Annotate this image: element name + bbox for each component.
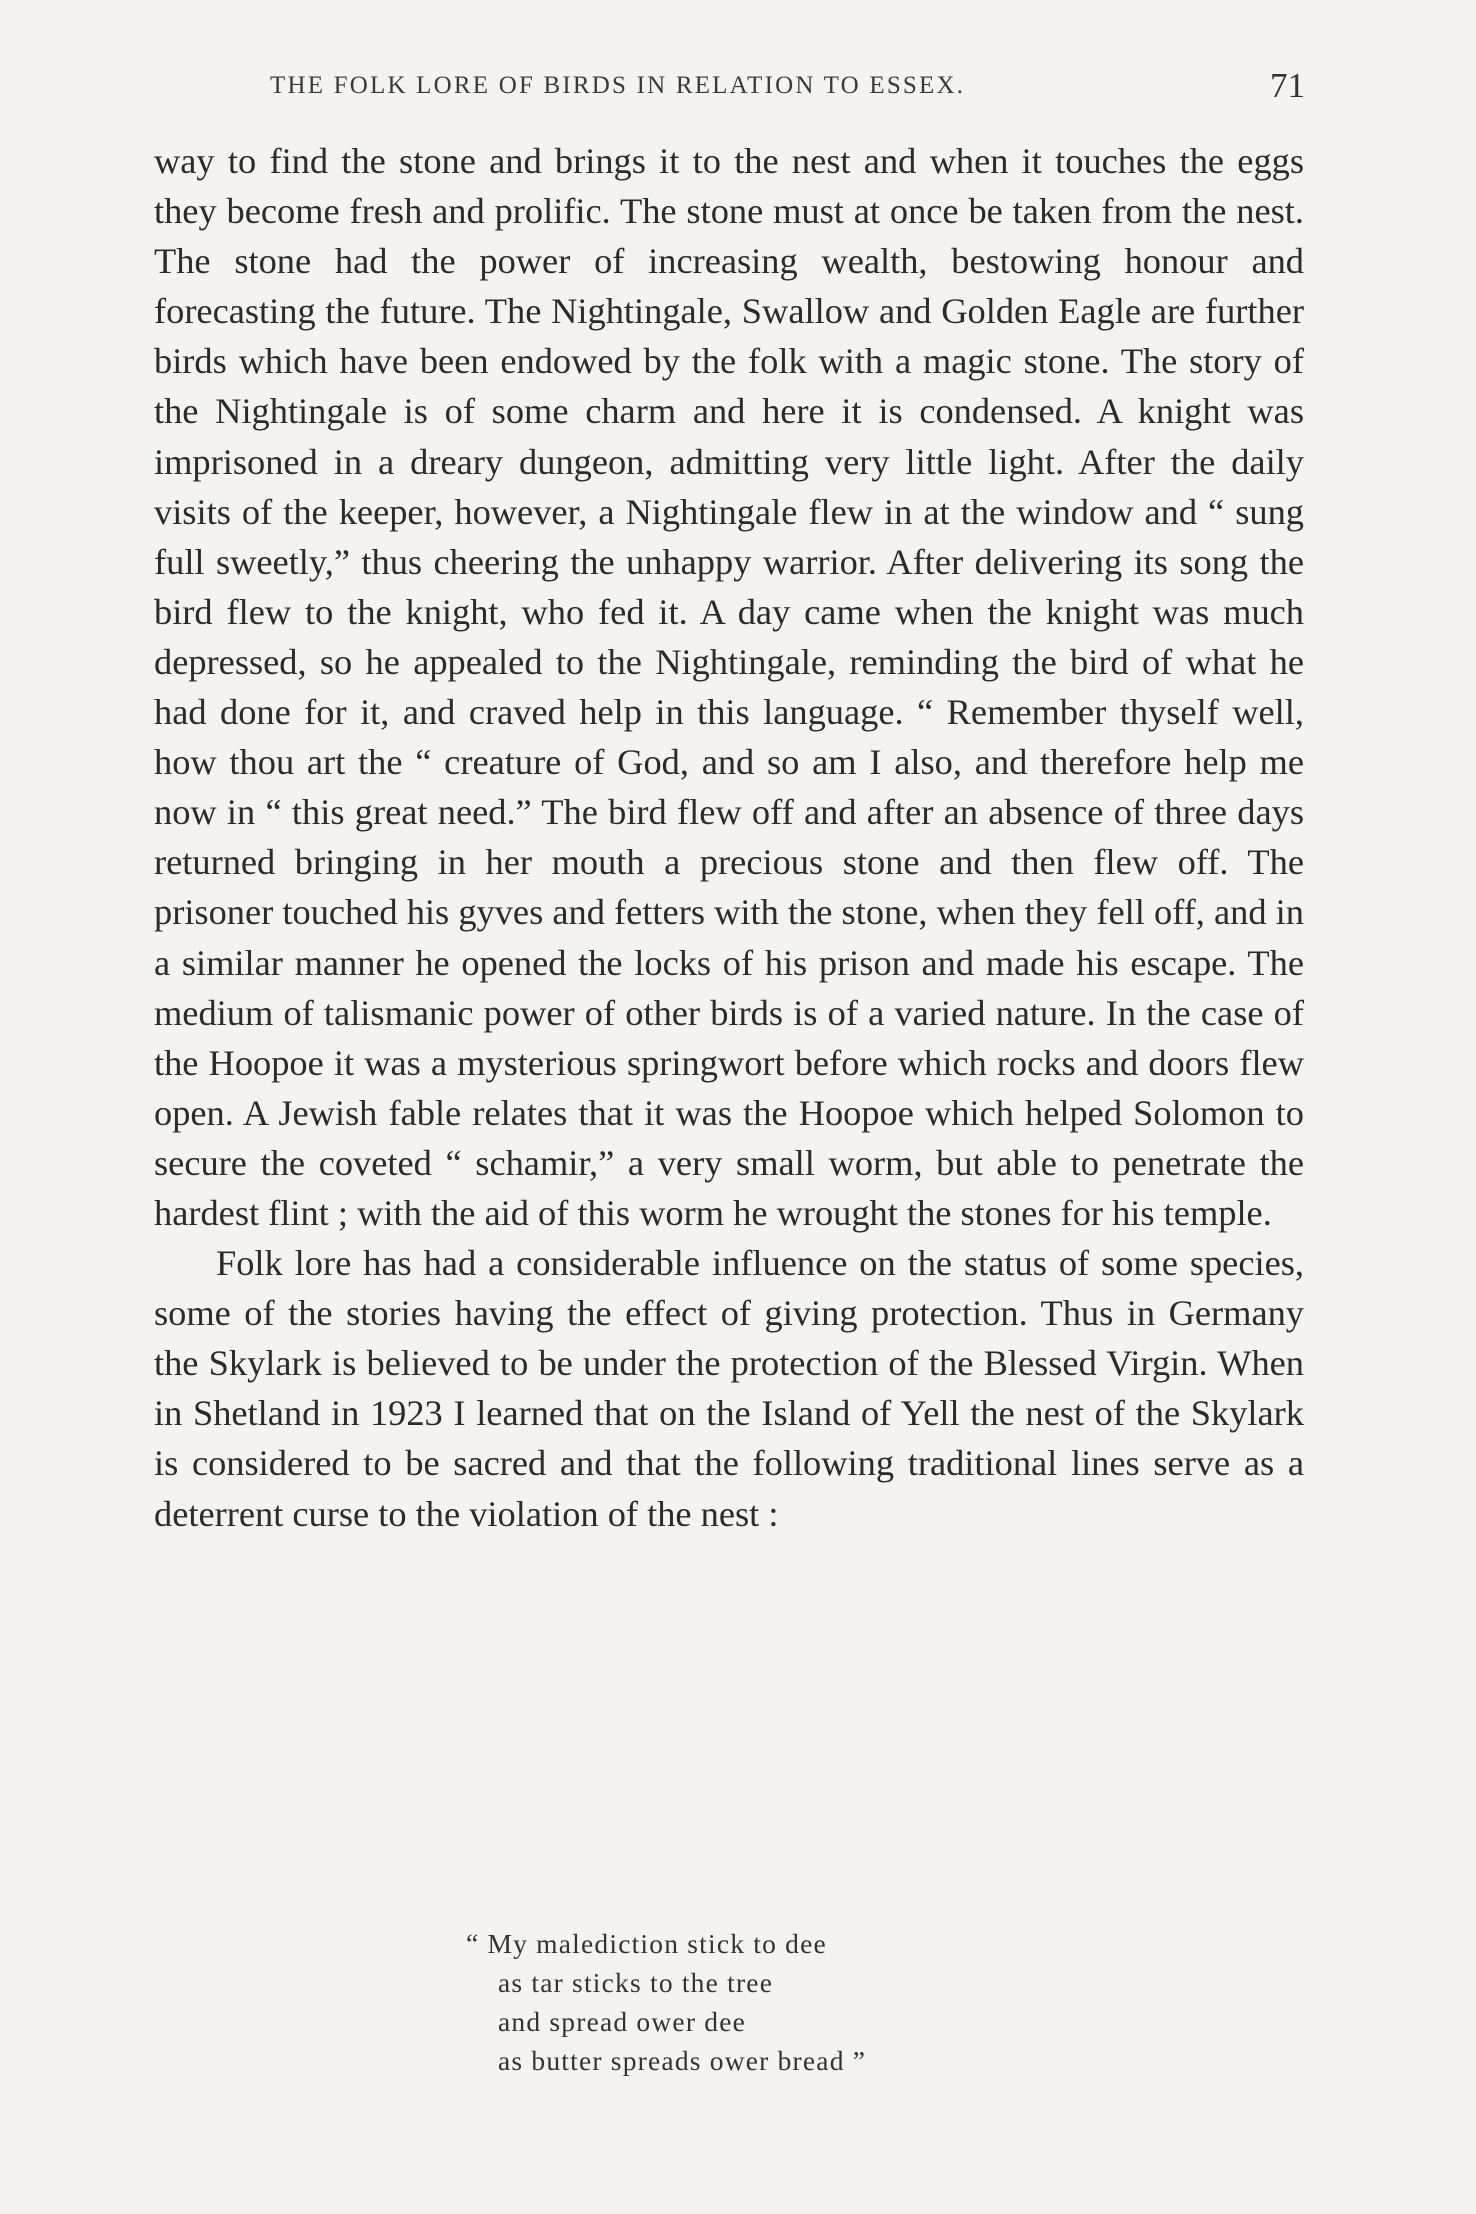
page-number: 71 — [1270, 66, 1305, 105]
running-title: THE FOLK LORE OF BIRDS IN RELATION TO ESSEX. — [270, 72, 966, 99]
running-head — [270, 66, 1305, 116]
paragraph-continued: way to find the stone and brings it to the nest and when it touches the eggs they become fresh and prolific. The stone must at once be taken from the nest. The stone had the power of increasing wealth, bestowing honour and forecasting the future. The Nightingale, Swallow and Golden Eagle are further birds which have been endowed by the folk with a magic stone. The story of the Nightingale is of some charm and here it is condensed. A knight was imprisoned in a dreary dungeon, admitting very little light. After the daily visits of the keeper, however, a Nightingale flew in at the window and “ sung full sweetly,” thus cheering the unhappy warrior. After delivering its song the bird flew to the knight, who fed it. A day came when the knight was much depressed, so he appealed to the Nightingale, reminding the bird of what he had done for it, and craved help in this language. “ Remember thyself well, how thou art the “ creature of God, and so am I also, and therefore help me now in “ this great need.” The bird flew off and after an absence of three days returned bringing in her mouth a precious stone and then flew off. The prisoner touched his gyves and fetters with the stone, when they fell off, and in a similar manner he opened the locks of his prison and made his escape. The medium of talismanic power of other birds is of a varied nature. In the case of the Hoopoe it was a mysterious springwort before which rocks and doors flew open. A Jewish fable relates that it was the Hoopoe which helped Solomon to secure the coveted “ schamir,” a very small worm, but able to penetrate the hardest flint ; with the aid of this worm he wrought the stones for his temple. — [154, 141, 1304, 1233]
body-text — [154, 136, 1304, 1539]
verse-line: as butter spreads ower bread ” — [498, 2045, 867, 2076]
verse-line: and spread ower dee — [498, 2006, 747, 2037]
paragraph-folk-lore-influence: Folk lore has had a considerable influence on the status of some species, some of the stories having the effect of giving protection. Thus in Germany the Skylark is believed to be under the protection of the Blessed Virgin. When in Shetland in 1923 I learned that on the Island of Yell the nest of the Skylark is considered to be sacred and that the following traditional lines serve as a deterrent curse to the violation of the nest : — [154, 1243, 1304, 1534]
verse-line: as tar sticks to the tree — [498, 1967, 774, 1998]
verse-line: “ My malediction stick to dee — [466, 1928, 827, 1959]
verse-quotation — [466, 1924, 1026, 2080]
